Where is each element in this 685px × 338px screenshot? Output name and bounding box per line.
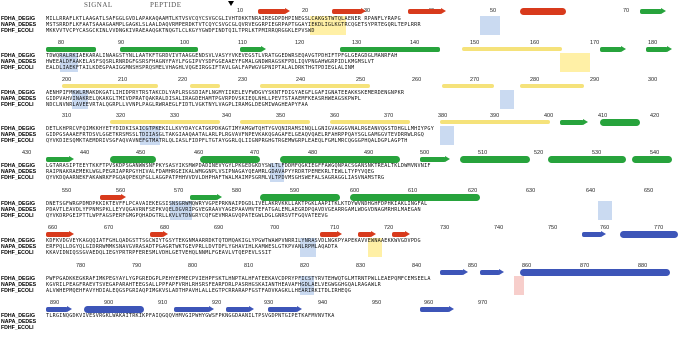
coil-mark [110, 120, 220, 124]
beta-strand-mark [268, 307, 298, 312]
conserved-region [560, 53, 590, 72]
sequence-row: HWEEALDFAAKELASFSQSRLRNRDGFGSRSFHAGNYFAYLFGGIPVYSDFGGEAAEYFGMALGNDWRAGSKFPDLIQVPNGAHWGRPIDLKMGMSLVT [46, 59, 375, 65]
sequence-name: FDHA_DEGIG [1, 126, 36, 132]
coil-mark [62, 84, 158, 88]
alpha-helix-mark [260, 194, 340, 201]
position-number: 550 [62, 188, 72, 194]
position-number: 520 [534, 150, 544, 156]
conserved-region [500, 90, 514, 109]
sequence-name: NAPA_DEDES [1, 96, 37, 102]
sequence-name: NAPA_DEDES [1, 22, 37, 28]
position-number: 480 [308, 150, 318, 156]
sequence-name: FDHA_DEGIG [1, 313, 36, 319]
position-number: 370 [384, 113, 394, 119]
sequence-row: PWFPGADKKEGKRAFIMKPEGYAYLYGPGREDGPLPEHYEPMECPVIEHPFSKTLHNPTALHFATEEKAVCDPRYPFICSTYRVTEHWQTGLMTRNTPWLLEAEPQMFCEMSEELA [46, 276, 431, 282]
position-number: 580 [232, 188, 242, 194]
peptide-label: PEPTIDE [150, 1, 182, 9]
beta-strand-mark [332, 9, 362, 14]
sequence-row: QYVKDRPGEIPTTLWPFAGSPERFGMGPQHADGTRLLKVLVTDNGRYCQFGEVMRAGVQPATEGWLDGLGNRSVTFGQVATEEVG [46, 213, 328, 219]
position-number: 820 [300, 263, 310, 269]
alpha-helix-mark [340, 47, 440, 52]
position-number: 150 [470, 40, 480, 46]
position-number: 680 [160, 225, 170, 231]
position-number: 400 [544, 113, 554, 119]
beta-strand-mark [100, 195, 122, 200]
alpha-helix-mark [620, 231, 678, 238]
position-number: 120 [295, 40, 305, 46]
sequence-name: NAPA_DEDES [1, 282, 37, 288]
position-number: 910 [158, 300, 168, 306]
sequence-name: NAPA_DEDES [1, 169, 37, 175]
beta-strand-mark [600, 47, 622, 52]
alpha-helix-mark [520, 8, 566, 15]
beta-strand-mark [358, 232, 372, 237]
beta-strand-mark [392, 232, 406, 237]
sequence-name: FDHF_ECOLI [1, 250, 34, 256]
sequence-row: ALVWHEPMQEHFAVYHDIALEQGSPGRIAQPIMGKVSLADTHPAVHLALLEGTPCRRARAPFGSTFADVKAGKLLHEARIRKITDLIRHEQG [46, 288, 352, 294]
position-number: 670 [104, 225, 114, 231]
sequence-row: DNETSGFWRGPDMDPKKIKTEVFFLPCAVAIEKEGSISNSGRWMQWRYVGPEPRKNAIPDGDLIVELAKRVKKLLAKTPGKLAAPITKLKTDYWVNDHGHFDPHKIAKLINGFAL [46, 201, 428, 207]
position-number: 810 [244, 263, 254, 269]
position-number: 560 [116, 188, 126, 194]
coil-mark [520, 84, 584, 88]
sequence-row: MKKVVTVCPYCASGCKINLVVDNGKIVRAEAAQGKTNQGTLCLKGYYGWDFINDTQILTPRLKTPMIRRQRGGKLEPVSWD [46, 28, 315, 34]
sequence-row: PDAVTLEAVDLYFPNMSPKLLEYVQGAVRNFSEPKVQELDGVRIPGVEGRAAVYAGEPAAVMVTEFATGALEMLAEGRDPQAVDVGEARRGAMLWDGVDNAGMRHRLMAEGAN [46, 207, 421, 213]
position-number: 620 [468, 188, 478, 194]
sequence-name: FDHF_ECOLI [1, 288, 34, 294]
beta-strand-mark [240, 47, 262, 52]
sequence-name: FDHA_DEGIG [1, 53, 36, 59]
position-number: 720 [384, 225, 394, 231]
position-number: 240 [296, 77, 306, 83]
position-number: 110 [238, 40, 247, 46]
position-number: 880 [638, 263, 648, 269]
beta-strand-mark [150, 232, 164, 237]
sequence-name: FDHA_DEGIG [1, 201, 36, 207]
sequence-name: FDHF_ECOLI [1, 138, 34, 144]
position-number: 870 [580, 263, 590, 269]
position-number: 390 [490, 113, 500, 119]
position-number: 20 [302, 8, 309, 14]
position-number: 960 [424, 300, 434, 306]
alpha-helix-mark [200, 156, 260, 163]
sequence-name: FDHF_ECOLI [1, 213, 34, 219]
position-number: 700 [270, 225, 280, 231]
position-number: 890 [50, 300, 60, 306]
position-number: 650 [644, 188, 654, 194]
position-number: 970 [478, 300, 488, 306]
alpha-helix-mark [84, 306, 144, 313]
position-number: 600 [350, 188, 360, 194]
sequence-name: FDHA_DEGIG [1, 90, 36, 96]
beta-strand-mark [258, 9, 286, 14]
position-number: 410 [598, 113, 608, 119]
sequence-row: RAIPNAKRAEMEKLWGLPEGRIAPRPGYHIVALFDAMHRGEIKALWMGGNPLVSIPNAGAYQEAMRLGDAVAPYYRDRTPEMEKRLTEWLLTYPYVQEG [46, 169, 375, 175]
sequence-name: NAPA_DEDES [1, 132, 37, 138]
position-number: 590 [290, 188, 300, 194]
position-number: 290 [590, 77, 600, 83]
position-number: 920 [212, 300, 222, 306]
sequence-name: FDHF_ECOLI [1, 65, 34, 71]
position-number: 160 [530, 40, 540, 46]
sequence-name: FDHF_ECOLI [1, 28, 34, 34]
beta-strand-mark [560, 120, 584, 125]
position-number: 210 [118, 77, 128, 83]
position-number: 430 [22, 150, 32, 156]
beta-strand-mark [174, 307, 210, 312]
position-number: 830 [356, 263, 366, 269]
sequence-name: FDHF_ECOLI [1, 102, 34, 108]
position-number: 90 [118, 40, 125, 46]
beta-strand-mark [46, 157, 70, 162]
position-number: 180 [648, 40, 658, 46]
alpha-helix-mark [520, 269, 670, 276]
position-number: 250 [356, 77, 366, 83]
alpha-helix-mark [120, 47, 198, 52]
coil-mark [330, 120, 410, 124]
alpha-helix-mark [632, 156, 672, 163]
sequence-name: FDHA_DEGIG [1, 16, 36, 22]
position-number: 640 [586, 188, 596, 194]
sequence-name: NAPA_DEDES [1, 319, 37, 325]
signal-label: SIGNAL [84, 1, 113, 9]
coil-mark [190, 84, 220, 88]
conserved-region [514, 276, 524, 295]
sequence-row: LGTARASIPTEEYTKKFTPVSKDPSGANWWSNFPKYSASYIKSMWPDADINEVYGYLPKGEDGKDYSWLTLFDDMFQGKIEGFFAWGQNPACSGANSNKTREALTKLDWMVNVNIF [46, 163, 431, 169]
position-number: 860 [522, 263, 532, 269]
beta-strand-mark [646, 47, 668, 52]
beta-strand-mark [320, 232, 338, 237]
position-number: 740 [494, 225, 504, 231]
position-number: 320 [116, 113, 126, 119]
beta-strand-mark [582, 232, 602, 237]
position-number: 500 [420, 150, 430, 156]
cleavage-marker-icon [228, 1, 234, 6]
position-number: 420 [650, 113, 660, 119]
position-number: 270 [470, 77, 480, 83]
beta-strand-mark [440, 270, 464, 275]
position-number: 350 [276, 113, 286, 119]
position-number: 630 [526, 188, 536, 194]
sequence-row: DETLKHPRCVFQIMKKHYETYDIDKISAICGTPKEKILLKVYDAYCATGKPDKAGTIMYAMGWTQHTYGVQNIRAMSINQLLGNIGVAGGGVNALRGEANVQGSTDHGLLMHIYPGY [46, 126, 435, 132]
sequence-row: MSTSRRDFLKFAATSAAAGAAMPLGAGKLSLAALDAQVRMPERDKTVTCQYCSVGCGLQVRVEGGRPIEGRPAPTGGAYIEKDLIGLKGTRCQGETSYPRTEGQRLTEPLRRR [46, 22, 421, 28]
sequence-row: EALDLIAEKFTAILKDEGPAAIGGMNSHSPRQSMELVHAGHLVQGEIRGGIFTAVLGALFAPWGVGPNIPTALALDRKTHGTPDIEGLALINM [46, 65, 355, 71]
position-number: 490 [364, 150, 374, 156]
sequence-name: FDHA_DEGIG [1, 276, 36, 282]
position-number: 50 [490, 8, 497, 14]
position-number: 470 [250, 150, 260, 156]
position-number: 330 [170, 113, 180, 119]
sequence-name: FDHA_DEGIG [1, 163, 36, 169]
sequence-row: NDCLNVNRLAVEEVRTALQGRPLLVVNPLPAGLRWRAEGLFIDTLVGKTNYLVAGPLIRAMGLDEGMIWAGHEAPYFAA [46, 102, 309, 108]
position-number: 460 [194, 150, 204, 156]
position-number: 140 [410, 40, 420, 46]
position-number: 10 [237, 8, 244, 14]
alpha-helix-mark [280, 156, 400, 163]
sequence-row: AENHPIFMKWLRMAKDKGATLIHIDPRYTRSTAKCDLYAPLRSGSDIAFLNGMYIIKELEVFWDGVYSKNTFDIGYAEGFLGAFIGNATEEAKKSKEMERDENGNPKR [46, 90, 405, 96]
alpha-helix-mark [548, 156, 626, 163]
position-number: 200 [62, 77, 72, 83]
beta-strand-mark [226, 307, 250, 312]
position-number: 100 [180, 40, 190, 46]
position-number: 450 [136, 150, 146, 156]
position-number: 750 [548, 225, 558, 231]
sequence-row: TLRGINQGDKVIVESVRGKLWAKAITRKIKPFAIQGQQVHMVGIPWHYGWSFPKNGGDAANILTPSVGDPNTGIPETKAFMVNVTKA [46, 313, 335, 319]
position-number: 570 [174, 188, 184, 194]
alpha-helix-mark [460, 156, 530, 163]
position-number: 510 [478, 150, 488, 156]
position-number: 790 [132, 263, 142, 269]
sequence-name: FDHF_ECOLI [1, 325, 34, 331]
sequence-name: FDHF_ECOLI [1, 175, 34, 181]
sequence-row: ERFPQLLDGYQLGIDRRWMMKSNAVGVRASADTPGAGRTWKTGEVPRLLDVTDFLYGHAVIHLKAMWESLGTKPVANLRPMLAQADTA [46, 244, 338, 250]
position-number: 730 [440, 225, 450, 231]
sequence-row: KKAVIDNIQSSGVAEDQLIEGYPRTRPFERESMLVDHLGETVEHQLNNMLFGEAVLVTQEPEVLSSIT [46, 250, 272, 256]
position-number: 610 [408, 188, 418, 194]
sequence-name: NAPA_DEDES [1, 207, 37, 213]
position-number: 310 [62, 113, 72, 119]
position-number: 850 [468, 263, 478, 269]
position-number: 900 [104, 300, 114, 306]
sequence-row: QYVKDIESQMKTAEMDRIVSGFAQVAVNEFGTMATRLQLIASLFIDPFLTGTAYGGRLQLIIGNPRGHGTRGEMWGRPLEAEQLFGMLMRCQGGGPHQALDGPLAGPTH [46, 138, 408, 144]
sequence-row: GIDPVAHVINAKRELQKAKGLTMIVDPRATQAKRALDISALIRAGDEHAMTPGVRPDVSKIEQLNHLLPEVTSTAAEMFKEASRHWEAGSKPWPL [46, 96, 362, 102]
position-number: 30 [364, 8, 371, 14]
position-number: 440 [80, 150, 90, 156]
alpha-helix-mark [110, 156, 156, 163]
coil-mark [462, 47, 562, 51]
sequence-row: QYVKDQAARNEKFAKAWRKFPGQAQPEKQFGLLAGGPATPHHVVDVLDHPHAFTWALMAIMPSGRMLVLTPDVMSGHSWEFALSAGRAGGLIASVNAMSTRG [46, 175, 385, 181]
beta-strand-mark [420, 307, 450, 312]
position-number: 940 [318, 300, 328, 306]
sequence-row: KDFKVDGVEYKAGQQIATFGHLQADGSTTSGCWIYTGSYTEKGNMAARRDKTQTDMQAKIGLYPGWTWAWPVNRRILYNRASVDLNGKPYAPEKAVVEWNAAEKKWVGDVPDG [46, 238, 421, 244]
conserved-region [598, 201, 612, 220]
position-number: 760 [600, 225, 610, 231]
position-number: 780 [76, 263, 86, 269]
sequence-row: KGVRILPEAGFRAEVTSVEGAPARAHTEEGSALLPPFAPFVRHLRHSRSFEARFDRLPASRHGSKAIANTHEAVAFHGDLAELVEGWGGHGQALRAGAWLR [46, 282, 381, 288]
position-number: 70 [623, 8, 630, 14]
position-number: 930 [264, 300, 274, 306]
coil-mark [240, 120, 310, 124]
beta-strand-mark [408, 9, 442, 14]
position-number: 340 [222, 113, 232, 119]
coil-mark [260, 84, 370, 88]
beta-strand-mark [46, 307, 68, 312]
alpha-helix-mark [350, 194, 480, 201]
sequence-name: NAPA_DEDES [1, 244, 37, 250]
coil-mark [440, 120, 550, 124]
position-number: 710 [330, 225, 340, 231]
position-number: 170 [590, 40, 600, 46]
position-number: 230 [238, 77, 248, 83]
alpha-helix-mark [46, 47, 96, 52]
position-number: 840 [412, 263, 422, 269]
position-number: 770 [654, 225, 664, 231]
coil-mark [442, 84, 494, 88]
beta-strand-mark [420, 157, 446, 162]
sequence-row: TDWQRALRKIAEKARALINAAGSTYNLLAATKFTGRDVIVTAAGGENDSVLVASYYVKEVEGSTLVRATGGEDWRSEQAVGTPDHIFTPFGLGEAGDGLMANRFAH [46, 53, 398, 59]
conserved-region [480, 16, 500, 35]
position-number: 380 [438, 113, 448, 119]
position-number: 300 [648, 77, 658, 83]
position-number: 260 [412, 77, 422, 83]
position-number: 950 [372, 300, 382, 306]
position-number: 800 [188, 263, 198, 269]
alpha-helix-mark [600, 119, 640, 126]
sequence-name: NAPA_DEDES [1, 59, 37, 65]
position-number: 540 [650, 150, 660, 156]
conserved-region [440, 126, 454, 145]
position-number: 220 [178, 77, 188, 83]
sequence-row: MILLRRAFLKTLAAGATLSAFGGLGVDLAPAKAQAAMTLKTVSVCQYCSVGCGLIVHTDKKTNRAIREGDPDHPINEGSLCAKGSTWTQLAENER RPANFLYRAPG [46, 16, 401, 22]
position-number: 360 [330, 113, 340, 119]
position-number: 660 [48, 225, 58, 231]
beta-strand-mark [46, 232, 70, 237]
position-number: 130 [352, 40, 362, 46]
beta-strand-mark [640, 9, 662, 14]
beta-strand-mark [480, 270, 500, 275]
beta-strand-mark [190, 195, 218, 200]
position-number: 690 [214, 225, 224, 231]
position-number: 280 [530, 77, 540, 83]
sequence-name: FDHA_DEGIG [1, 238, 36, 244]
position-number: 80 [58, 40, 65, 46]
sequence-row: GIDPGSAAAEFRTDSVLGGETKRSMSSLTDIIASGLTAKGIAAQAATALARLPLRGVAVFNPEVKAKQGAGAFELGEAQVQAELRFAHRPPQAYSGLGAMGGVTEVDRRWLRGQ [46, 132, 425, 138]
position-number: 530 [592, 150, 602, 156]
